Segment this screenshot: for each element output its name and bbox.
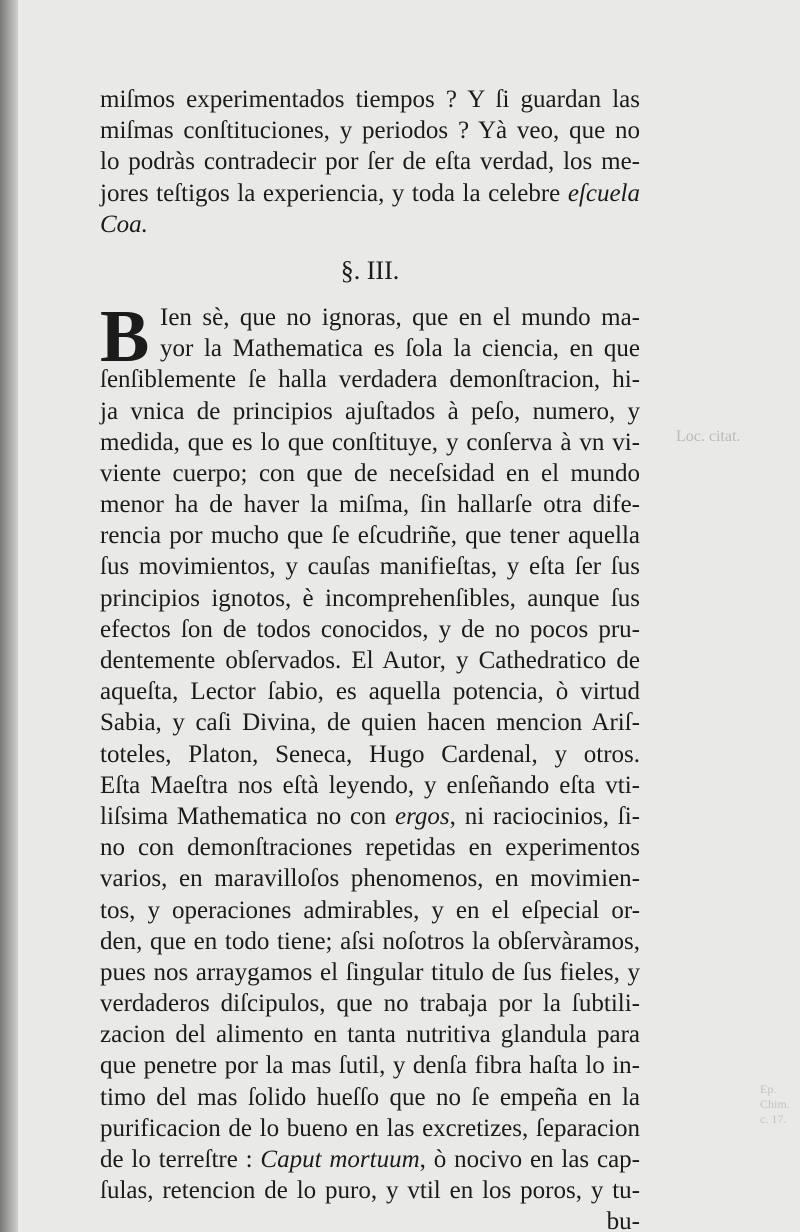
para-line: no con demonſtraciones repetidas en experimentos xyxy=(100,834,640,862)
para-line: medida, que es lo que conſtituye, y conſerva à vn vi- xyxy=(100,428,640,456)
para-line: Sabia, y caſi Divina, de quien hacen mencion Ariſ- xyxy=(100,709,640,737)
margin-note: Loc. citat. xyxy=(676,428,741,445)
text-block xyxy=(100,84,640,1232)
para-line: efectos ſon de todos conocidos, y de no pocos pru- xyxy=(100,615,640,643)
para-line: Eſta Maeſtra nos eſtà leyendo, y enſeñando eſta vti- xyxy=(100,771,640,799)
para-line: viente cuerpo; con que de neceſsidad en el mundo xyxy=(100,459,640,487)
intro-line-4-text: jores teſtigos la experiencia, y toda la celebre xyxy=(100,179,561,207)
intro-line-4 xyxy=(100,178,640,209)
para-line: rencia por mucho que ſe eſcudriñe, que tener aquella xyxy=(100,522,640,550)
para-line: varios, en maravilloſos phenomenos, en movimien- xyxy=(100,865,640,893)
para-line: pues nos arraygamos el ſingular titulo de ſus fieles, y xyxy=(100,958,640,986)
intro-line-3: lo podràs contradecir por ſer de eſta verdad, los me- xyxy=(100,148,640,176)
para-line: ſus movimientos, y cauſas manifieſtas, y eſta ſer ſus xyxy=(100,553,640,581)
para-line: dentemente obſervados. El Autor, y Cathedratico de xyxy=(100,647,640,674)
paragraph-body xyxy=(100,295,641,1232)
page-gutter-shadow xyxy=(0,0,18,1232)
caput-line xyxy=(100,1144,640,1175)
para-line: timo del mas ſolido hueſſo que no ſe empeña en la xyxy=(100,1083,640,1111)
margin-note-bleed: Ep. Chim. c. 17. xyxy=(760,1082,790,1126)
para-line: purificacion de lo bueno en las excretizes, ſeparacion xyxy=(100,1114,640,1142)
para-line: tos, y operaciones admirables, y en el eſpecial or- xyxy=(100,896,640,924)
para-line: aqueſta, Lector ſabio, es aquella potencia, ò virtud xyxy=(100,678,640,706)
para-line: que penetre por la mas ſutil, y denſa fibra haſta lo in- xyxy=(100,1052,640,1080)
ergos-line-before: liſsima Mathematica no con xyxy=(100,802,395,830)
intro-line-4-italic: eſcuela xyxy=(567,179,640,207)
intro-last-line: Coa. xyxy=(100,210,148,238)
caput-line-before: de lo terreſtre : xyxy=(100,1146,261,1173)
ergos-line-italic: ergos xyxy=(395,802,450,830)
para-first-line-2: yor la Mathematica es ſola la ciencia, en que xyxy=(160,335,640,363)
para-line: principios ignotos, è incomprehenſibles, aunque ſus xyxy=(100,584,640,612)
last-line: ſulas, retencion de lo puro, y vtil en los poros, y tu- xyxy=(100,1177,640,1205)
para-first-line-1: Ien sè, que no ignoras, que en el mundo ma- xyxy=(160,303,640,331)
para-line: toteles, Platon, Seneca, Hugo Cardenal, y otros. xyxy=(100,740,640,768)
section-heading: §. III. xyxy=(340,255,400,285)
para-line: den, que en todo tiene; aſsi noſotros la obſervàramos, xyxy=(100,927,640,955)
para-line: ja vnica de principios ajuſtados à peſo, numero, y xyxy=(100,397,640,425)
ergos-line-after: , ni raciocinios, ſi- xyxy=(449,802,640,830)
catchword: bu- xyxy=(606,1208,640,1232)
para-line: zacion del alimento en tanta nutritiva glandula para xyxy=(100,1021,640,1049)
intro-line-2: miſmas conſtituciones, y periodos ? Yà veo, que no xyxy=(100,117,640,145)
para-line: ſenſiblemente ſe halla verdadera demonſtracion, hi- xyxy=(100,366,640,394)
drop-cap: B xyxy=(100,295,150,378)
para-line: menor ha de haver la miſma, ſin hallarſe otra dife- xyxy=(100,491,640,519)
para-line: verdaderos diſcipulos, que no trabaja por la ſubtili- xyxy=(100,990,640,1018)
caput-line-after: , ò nocivo en las cap- xyxy=(419,1146,641,1173)
caput-line-italic: Caput mortuum xyxy=(260,1146,420,1173)
ergos-line xyxy=(100,801,640,832)
intro-line-1: miſmos experimentados tiempos ? Y ſi guardan las xyxy=(100,86,640,113)
